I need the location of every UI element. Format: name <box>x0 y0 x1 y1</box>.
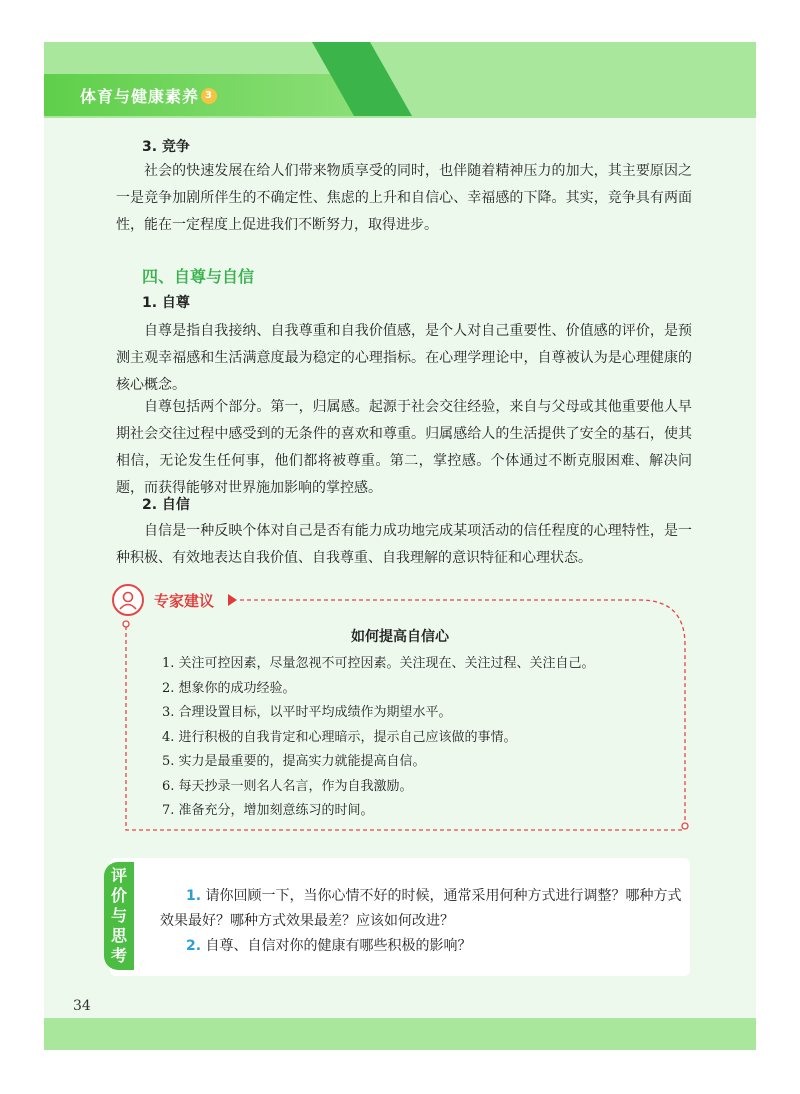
tip-item: 1. 关注可控因素，尽量忽视不可控因素。关注现在、关注过程、关注自己。 <box>162 656 595 671</box>
tip-item: 4. 进行积极的自我肯定和心理暗示，提示自己应该做的事情。 <box>162 729 517 745</box>
tip-item: 2. 想象你的成功经验。 <box>162 680 296 696</box>
side-label-char: 价 <box>110 886 127 905</box>
book-title: 体育与健康素养 <box>80 87 200 106</box>
grade-badge: 3 <box>201 88 217 104</box>
evaluation-question-2 <box>160 934 690 959</box>
tip-item: 5. 实力是最重要的，提高实力就能提高自信。 <box>162 754 426 769</box>
evaluation-question-1 <box>160 884 690 934</box>
self-confidence-paragraph: 自信是一种反映个体对自己是否有能力成功地完成某项活动的信任程度的心理特性，是一种积极、有效地表达自我价值、自我尊重、自我理解的意识特征和心理状态。 <box>116 523 692 566</box>
question-text: 请你回顾一下，当你心情不好的时候，通常采用何种方式进行调整？哪种方式效果最好？哪种方式效果最差？应该如何改进？ <box>160 888 682 929</box>
side-label-char: 考 <box>110 946 127 965</box>
expert-advice-label: 专家建议 <box>154 592 215 610</box>
expert-avatar-icon <box>112 584 144 616</box>
evaluation-side-tab <box>104 862 134 970</box>
competition-heading: 3. 竞争 <box>142 139 190 155</box>
tip-item: 6. 每天抄录一则名人名言，作为自我激励。 <box>162 778 413 794</box>
question-number: 1. <box>186 888 202 904</box>
tip-item: 7. 准备充分，增加刻意练习的时间。 <box>162 803 374 818</box>
page-number: 34 <box>73 998 91 1014</box>
running-header <box>80 84 217 107</box>
side-label-char: 评 <box>110 866 127 885</box>
question-text: 自尊、自信对你的健康有哪些积极的影响？ <box>205 938 472 954</box>
section-heading-self: 四、自尊与自信 <box>142 267 255 286</box>
arrow-right-icon <box>228 594 237 606</box>
side-label-char: 思 <box>110 926 127 945</box>
footer-band <box>44 1018 756 1050</box>
tips-list <box>162 652 595 824</box>
tip-item: 3. 合理设置目标，以平时平均成绩作为期望水平。 <box>162 705 452 720</box>
self-esteem-heading: 1. 自尊 <box>142 295 190 311</box>
self-esteem-paragraph-2: 自尊包括两个部分。第一，归属感。起源于社会交往经验，来自与父母或其他重要他人早期社会交往过程中感受到的无条件的喜欢和尊重。归属感给人的生活提供了安全的基石，使其相信，无论发生任何事，他们都将被尊重。第二，掌控感。个体通过不断克服困难、解决问题，而获得能够对世界施加影响的掌控感。 <box>116 399 692 496</box>
tips-title: 如何提高自信心 <box>351 629 449 645</box>
self-esteem-paragraph-1: 自尊是指自我接纳、自我尊重和自我价值感，是个人对自己重要性、价值感的评价，是预测主观幸福感和生活满意度最为稳定的心理指标。在心理学理论中，自尊被认为是心理健康的核心概念。 <box>116 323 692 393</box>
self-confidence-heading: 2. 自信 <box>142 497 190 513</box>
question-number: 2. <box>186 938 202 954</box>
competition-paragraph: 社会的快速发展在给人们带来物质享受的同时，也伴随着精神压力的加大，其主要原因之一是竞争加剧所伴生的不确定性、焦虑的上升和自信心、幸福感的下降。其实，竞争具有两面性，能在一定程度上促进我们不断努力，取得进步。 <box>116 163 692 233</box>
side-label-char: 与 <box>110 906 127 925</box>
